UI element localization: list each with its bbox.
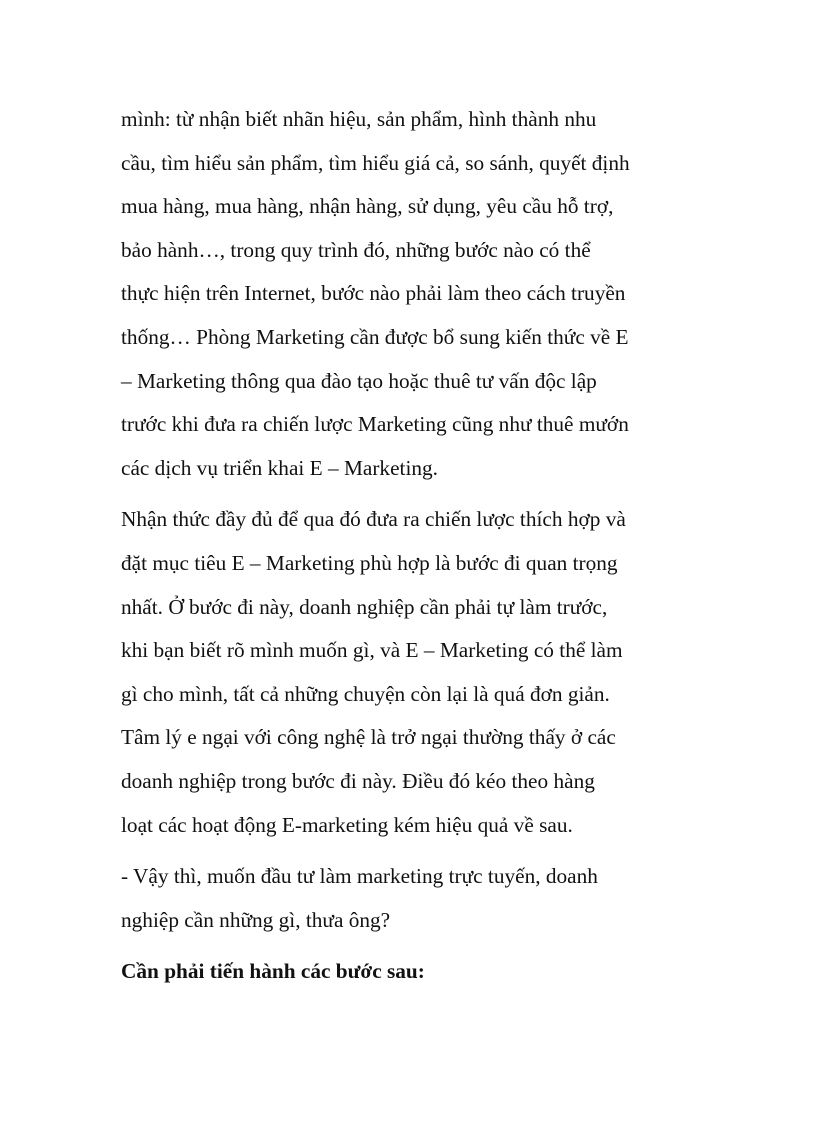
paragraph-2 <box>121 498 721 847</box>
paragraph-spacer <box>121 942 721 950</box>
text-line: – Marketing thông qua đào tạo hoặc thuê tư vấn độc lập <box>121 368 597 393</box>
text-line: thực hiện trên Internet, bước nào phải làm theo cách truyền <box>121 281 626 306</box>
paragraph-spacer <box>121 490 721 498</box>
text-line: loạt các hoạt động E-marketing kém hiệu quả về sau. <box>121 812 573 837</box>
page-content <box>121 98 721 994</box>
text-line: trước khi đưa ra chiến lược Marketing cũng như thuê mướn <box>121 412 629 437</box>
text-line: - Vậy thì, muốn đầu tư làm marketing trực tuyến, doanh <box>121 864 598 889</box>
text-line: mua hàng, mua hàng, nhận hàng, sử dụng, yêu cầu hỗ trợ, <box>121 194 614 219</box>
text-line: nghiệp cần những gì, thưa ông? <box>121 907 391 932</box>
paragraph-1 <box>121 98 721 490</box>
text-line: Tâm lý e ngại với công nghệ là trở ngại thường thấy ở các <box>121 725 616 750</box>
text-line: mình: từ nhận biết nhãn hiệu, sản phẩm, hình thành nhu <box>121 107 597 131</box>
text-line: Nhận thức đầy đủ để qua đó đưa ra chiến lược thích hợp và <box>121 507 626 532</box>
text-line: đặt mục tiêu E – Marketing phù hợp là bước đi quan trọng <box>121 550 618 575</box>
text-line: nhất. Ở bước đi này, doanh nghiệp cần phải tự làm trước, <box>121 594 608 619</box>
text-line: doanh nghiệp trong bước đi này. Điều đó kéo theo hàng <box>121 768 595 793</box>
heading-text: Cần phải tiến hành các bước sau: <box>121 959 425 984</box>
text-line: các dịch vụ triển khai E – Marketing. <box>121 455 438 480</box>
text-line: cầu, tìm hiểu sản phẩm, tìm hiểu giá cả, so sánh, quyết định <box>121 150 630 175</box>
text-line: thống… Phòng Marketing cần được bổ sung kiến thức về E <box>121 324 629 349</box>
question-paragraph <box>121 855 721 942</box>
text-line: bảo hành…, trong quy trình đó, những bước nào có thể <box>121 237 591 262</box>
text-line: gì cho mình, tất cả những chuyện còn lại là quá đơn giản. <box>121 681 610 706</box>
paragraph-spacer <box>121 847 721 855</box>
section-heading <box>121 950 721 994</box>
text-line: khi bạn biết rõ mình muốn gì, và E – Marketing có thể làm <box>121 638 623 663</box>
